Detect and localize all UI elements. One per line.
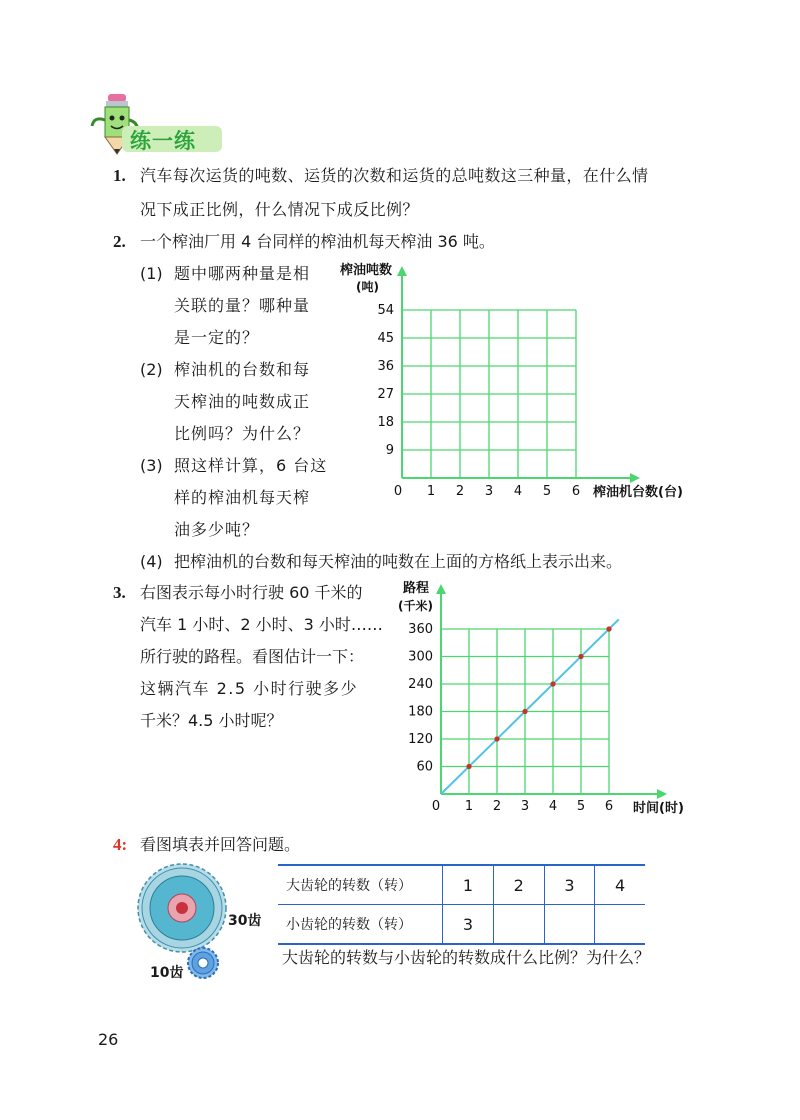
data-point <box>494 736 499 741</box>
q1-line1: 汽车每次运货的吨数、运货的次数和运货的总吨数这三种量，在什么情 <box>140 166 649 185</box>
x-tick-label: 5 <box>576 799 586 814</box>
q2-sub2-line: 榨油机的台数和每 <box>174 360 311 379</box>
x-tick-label: 6 <box>571 484 581 499</box>
x-tick-label: 1 <box>464 799 474 814</box>
small-gear-icon <box>188 948 218 978</box>
x-tick-label: 3 <box>520 799 530 814</box>
q2-sub4-label: (4) <box>140 552 163 571</box>
y-tick-label: 180 <box>408 704 433 720</box>
oil-press-chart <box>340 258 683 508</box>
q3-line: 千米？4.5 小时呢？ <box>140 711 283 730</box>
x-tick-label: 3 <box>484 484 494 499</box>
x-tick-label: 0 <box>393 484 403 499</box>
x-tick-label: 4 <box>513 484 523 499</box>
q4-number: 4: <box>113 835 128 854</box>
oil-press-y-arrow-icon <box>397 266 407 276</box>
oil-press-grid <box>402 310 576 478</box>
x-tick-label: 2 <box>492 799 502 814</box>
q2-sub2-label: (2) <box>140 360 163 379</box>
table-cell: 3 <box>443 905 494 945</box>
row-label-big-gear: 大齿轮的转数（转） <box>278 865 443 905</box>
table-row <box>278 865 645 905</box>
table-cell: 1 <box>443 865 494 905</box>
table-cell: 2 <box>493 865 544 905</box>
q2-sub2-line: 天榨油的吨数成正 <box>174 392 311 411</box>
x-tick-label: 4 <box>548 799 558 814</box>
row-label-small-gear: 小齿轮的转数（转） <box>286 917 412 933</box>
data-point <box>550 681 555 686</box>
y-tick-label: 36 <box>377 359 394 374</box>
y-tick-label: 18 <box>377 415 394 430</box>
x-tick-label: 6 <box>604 799 614 814</box>
q2-intro: 一个榨油厂用 4 台同样的榨油机每天榨油 36 吨。 <box>140 232 495 251</box>
distance-y-arrow-icon <box>436 584 446 594</box>
table-cell-blank[interactable] <box>493 905 544 945</box>
gear-rotation-table <box>278 864 645 945</box>
oil-press-x-label: 榨油机台数(台) <box>593 485 683 500</box>
q2-sub3-line: 照这样计算，6 台这 <box>174 456 328 475</box>
page-number: 26 <box>98 1030 119 1049</box>
section-header <box>88 92 248 156</box>
q2-sub4-text: 把榨油机的台数和每天榨油的吨数在上面的方格纸上表示出来。 <box>174 552 623 571</box>
table-cell: 4 <box>595 865 645 905</box>
y-tick-label: 360 <box>408 622 433 637</box>
q2-sub3-line: 样的榨油机每天榨 <box>174 488 311 507</box>
oil-press-y-label: 榨油吨数 <box>340 263 393 278</box>
y-tick-label: 300 <box>408 649 433 665</box>
distance-chart <box>395 578 695 823</box>
q2-number: 2. <box>113 232 126 251</box>
oil-press-y-unit: (吨) <box>356 280 379 294</box>
distance-x-arrow-icon <box>657 789 667 799</box>
q2-sub1-line: 关联的量？哪种量 <box>174 296 311 315</box>
q2-sub1-label: (1) <box>140 264 163 283</box>
y-tick-label: 240 <box>408 677 433 692</box>
y-tick-label: 45 <box>377 331 394 346</box>
y-tick-label: 54 <box>377 303 394 318</box>
y-tick-label: 120 <box>408 732 433 747</box>
data-point <box>578 654 583 659</box>
big-gear-icon <box>138 864 226 952</box>
table-cell-blank[interactable] <box>595 905 645 945</box>
q4-question: 大齿轮的转数与小齿轮的转数成什么比例？为什么？ <box>282 948 651 967</box>
table-cell: 3 <box>544 865 595 905</box>
q2-sub1-line: 是一定的？ <box>174 328 260 347</box>
data-point <box>522 709 527 714</box>
q4-text: 看图填表并回答问题。 <box>140 835 301 854</box>
q2-sub2-line: 比例吗？为什么？ <box>174 424 311 443</box>
x-tick-label: 0 <box>431 799 441 814</box>
small-gear-label: 10齿 <box>150 965 184 981</box>
q2-sub1-line: 题中哪两种量是相 <box>174 264 311 283</box>
data-point <box>466 764 471 769</box>
oil-press-x-arrow-icon <box>630 473 640 483</box>
q3-line: 右图表示每小时行驶 60 千米的 <box>140 583 363 602</box>
q3-line: 汽车 1 小时、2 小时、3 小时…… <box>140 615 383 634</box>
big-gear-label: 30齿 <box>228 913 262 929</box>
q2-sub3-label: (3) <box>140 456 163 475</box>
y-tick-label: 9 <box>385 443 394 458</box>
x-tick-label: 2 <box>455 484 465 499</box>
distance-y-label: 路程 <box>403 581 430 596</box>
table-row <box>278 905 645 945</box>
q3-number: 3. <box>113 583 126 602</box>
q1-line2: 况下成正比例，什么情况下成反比例？ <box>140 200 419 219</box>
x-tick-label: 1 <box>426 484 436 499</box>
y-tick-label: 27 <box>377 387 394 402</box>
y-tick-label: 60 <box>416 759 433 775</box>
data-point <box>606 626 611 631</box>
q1-number: 1. <box>113 166 126 185</box>
q3-line: 所行驶的路程。看图估计一下： <box>140 647 365 666</box>
q3-line: 这辆汽车 2.5 小时行驶多少 <box>140 679 359 698</box>
distance-y-unit: (千米) <box>398 599 433 613</box>
section-title: 练一练 <box>130 129 196 153</box>
q2-sub3-line: 油多少吨？ <box>174 520 260 539</box>
distance-x-label: 时间(时) <box>633 801 684 816</box>
x-tick-label: 5 <box>542 484 552 499</box>
table-cell-blank[interactable] <box>544 905 595 945</box>
